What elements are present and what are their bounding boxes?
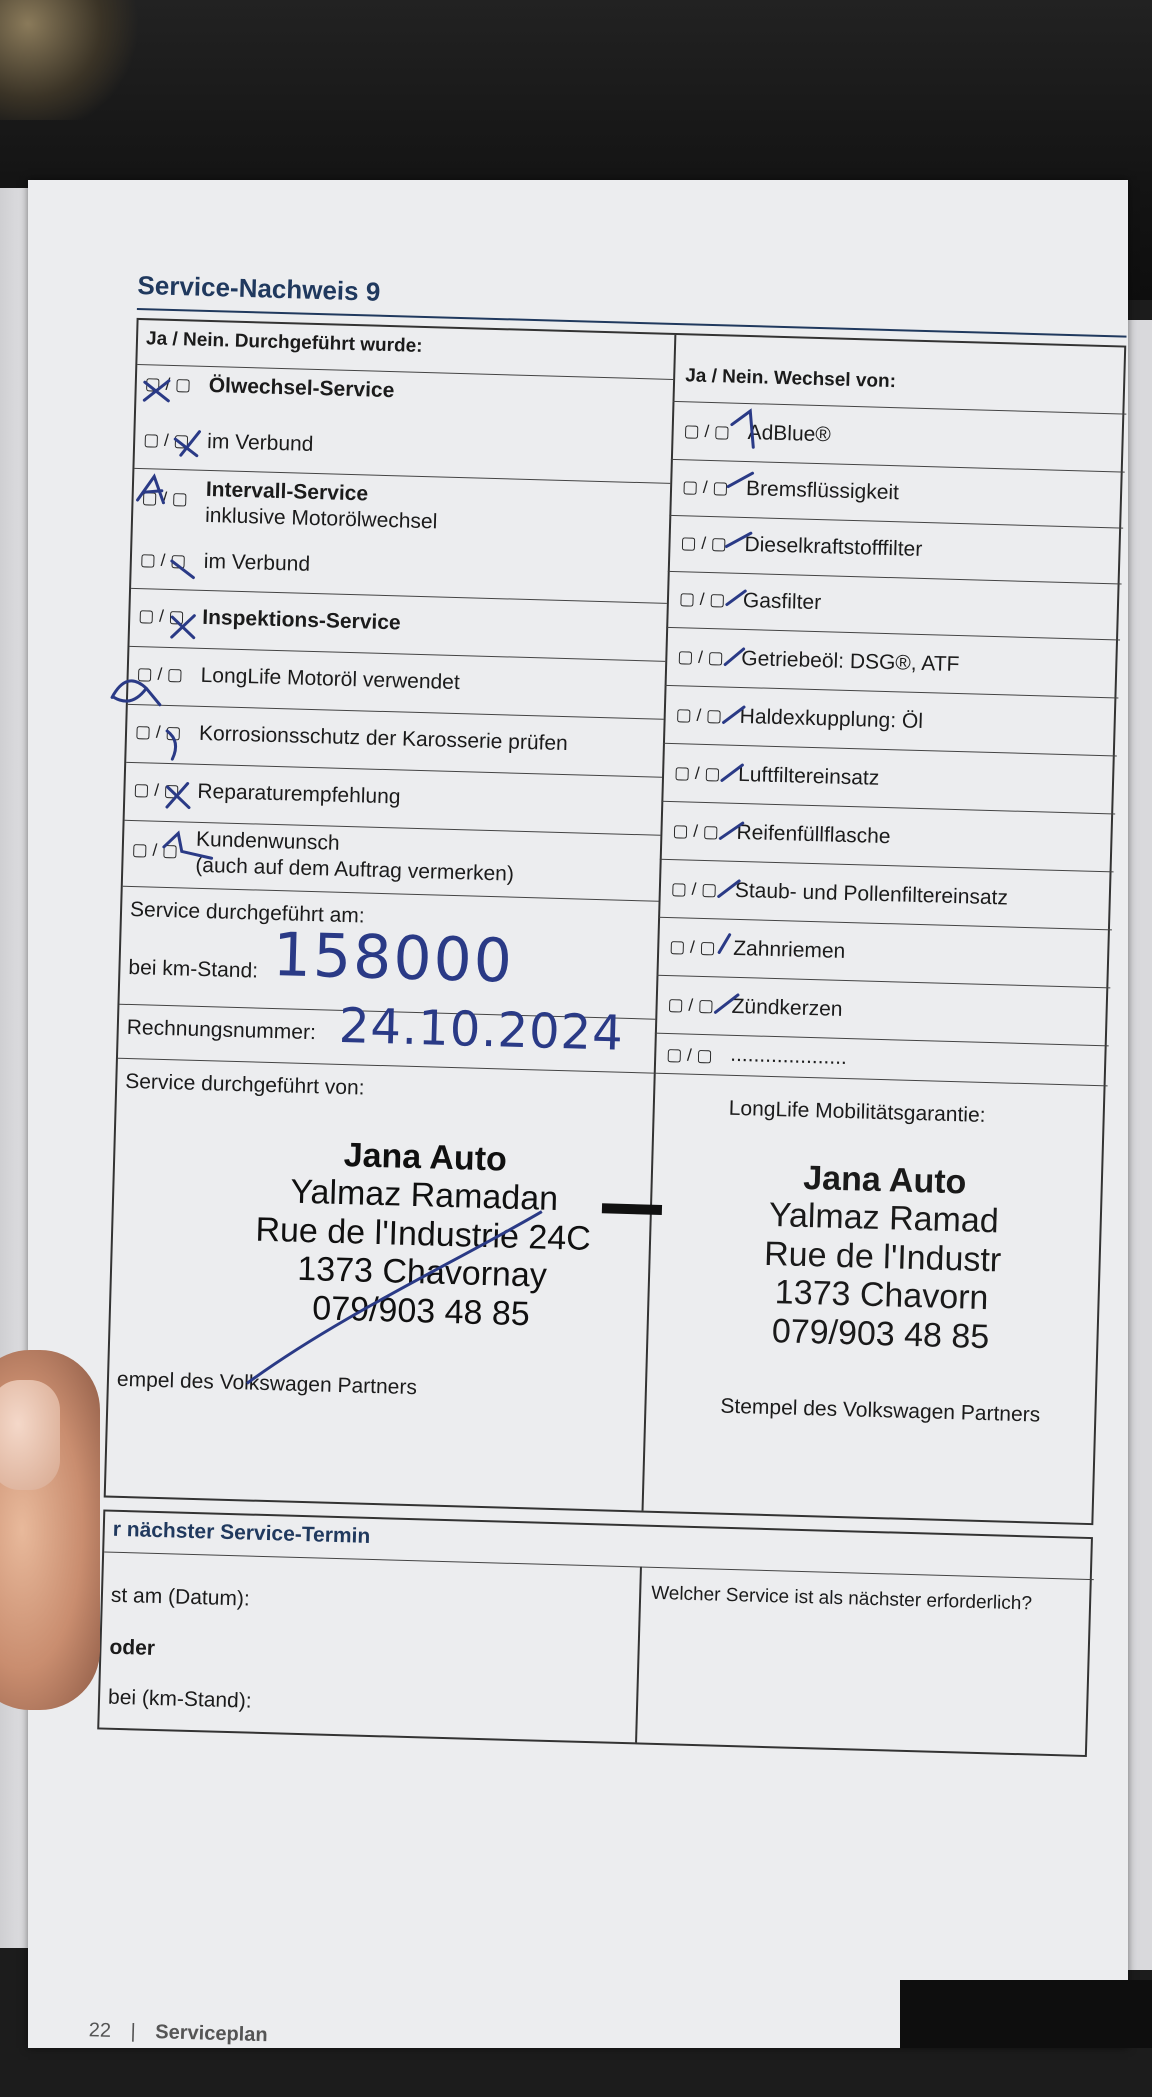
yes-no-checkboxes[interactable]: ▢ / ▢ <box>138 606 185 627</box>
check-mark-diesel <box>726 532 750 547</box>
check-mark-intervall-verbund <box>171 561 193 578</box>
facing-page-edge <box>1128 320 1152 1970</box>
right-item-label: Dieselkraftstofffilter <box>744 533 923 561</box>
check-mark-gasfilter <box>727 591 745 605</box>
yes-no-checkboxes[interactable]: ▢ / ▢ <box>144 374 192 395</box>
yes-no-checkboxes[interactable]: ▢ / ▢ <box>139 550 187 571</box>
item-label: im Verbund <box>206 429 314 456</box>
yes-no-checkboxes[interactable]: ▢ / ▢ <box>673 763 721 784</box>
thumbnail-nail <box>0 1380 60 1490</box>
item-label: Kundenwunsch <box>195 827 340 855</box>
yes-no-checkboxes[interactable]: ▢ / ▢ <box>142 430 190 451</box>
check-marks <box>104 380 755 1013</box>
yes-no-checkboxes[interactable]: ▢ / ▢ <box>667 995 715 1016</box>
yes-no-checkboxes[interactable]: ▢ / ▢ <box>672 821 720 842</box>
right-item-label: Gasfilter <box>742 588 822 615</box>
next-service-question: Welcher Service ist als nächster erforderlich? <box>650 1582 1033 1615</box>
stamp-line: 079/903 48 85 <box>771 1311 990 1356</box>
handwritten-marks <box>32 268 1128 1597</box>
km-label: bei km-Stand: <box>128 955 259 983</box>
check-mark-bremsfluessigkeit <box>728 473 752 488</box>
check-mark-getriebe <box>725 649 743 665</box>
service-record-form <box>18 268 1088 2096</box>
right-column-header: Ja / Nein. Wechsel von: <box>684 365 897 393</box>
right-item-label: Luftfiltereinsatz <box>737 762 880 790</box>
stamp-line: 1373 Chavornay <box>296 1250 548 1295</box>
stamp-caption-right: Stempel des Volkswagen Partners <box>720 1394 1041 1427</box>
column-divider <box>635 1566 642 1742</box>
stamp-line: Yalmaz Ramad <box>768 1196 1000 1241</box>
stamp-line: Yalmaz Ramadan <box>289 1172 559 1219</box>
service-date-label: Service durchgeführt am: <box>129 897 365 928</box>
stamp-line: 1373 Chavorn <box>774 1273 989 1318</box>
invoice-value-handwritten[interactable]: 24.10.2024 <box>338 997 625 1062</box>
right-item-label: .................... <box>729 1042 848 1070</box>
right-item-label: Zahnriemen <box>732 936 846 963</box>
check-mark-haldex <box>724 706 744 723</box>
check-mark-zahnriemen <box>719 934 729 952</box>
right-item-label: Staub- und Pollenfiltereinsatz <box>734 878 1009 910</box>
check-mark-oelwechsel <box>144 380 169 401</box>
km-value-handwritten[interactable]: 158000 <box>271 920 515 997</box>
item-sublabel: inklusive Motorölwechsel <box>204 503 438 534</box>
booklet-page <box>28 180 1128 2048</box>
stamp-line: Rue de l'Industrie 24C <box>255 1210 592 1258</box>
right-item-label: Zündkerzen <box>731 994 843 1021</box>
next-service-box <box>97 1509 1093 1757</box>
yes-no-checkboxes[interactable]: ▢ / ▢ <box>133 780 181 801</box>
background-corner <box>0 0 140 120</box>
item-label: im Verbund <box>203 549 311 576</box>
yes-no-checkboxes[interactable]: ▢ / ▢ <box>675 705 723 726</box>
yes-no-checkboxes[interactable]: ▢ / ▢ <box>134 722 182 743</box>
page-number: 22 <box>88 2019 112 2042</box>
item-label: Ölwechsel-Service <box>208 373 395 403</box>
check-mark-luftfilter <box>722 764 742 781</box>
yes-no-checkboxes[interactable]: ▢ / ▢ <box>131 840 179 861</box>
yes-no-checkboxes[interactable]: ▢ / ▢ <box>681 477 729 498</box>
item-label: Inspektions-Service <box>201 605 401 635</box>
yes-no-checkboxes[interactable]: ▢ / ▢ <box>680 533 728 554</box>
yes-no-checkboxes[interactable]: ▢ / ▢ <box>136 664 184 685</box>
right-item-label: AdBlue® <box>747 421 832 447</box>
check-mark-intervall <box>137 476 164 503</box>
stamp-line: 079/903 48 85 <box>311 1288 531 1333</box>
left-column-header: Ja / Nein. Durchgeführt wurde: <box>145 328 423 357</box>
yes-no-checkboxes[interactable]: ▢ / ▢ <box>683 421 731 442</box>
yes-no-checkboxes[interactable]: ▢ / ▢ <box>678 589 726 610</box>
invoice-label: Rechnungsnummer: <box>126 1015 317 1045</box>
right-item-label: Reifenfüllflasche <box>736 820 891 849</box>
next-service-title: r nächster Service-Termin <box>112 1517 371 1548</box>
yes-no-checkboxes[interactable]: ▢ / ▢ <box>670 879 718 900</box>
stamp-line: Rue de l'Industr <box>763 1234 1002 1280</box>
check-mark-longlife <box>112 680 161 704</box>
stamp-caption-left: empel des Volkswagen Partners <box>116 1367 418 1400</box>
stamp-line: Jana Auto <box>343 1136 508 1179</box>
check-mark-inspektion <box>172 615 195 638</box>
check-mark-kundenwunsch <box>164 833 213 858</box>
yes-no-checkboxes[interactable]: ▢ / ▢ <box>669 937 716 958</box>
check-mark-staubfilter <box>719 880 739 897</box>
check-mark-reparatur <box>167 783 190 808</box>
yes-no-checkboxes[interactable]: ▢ / ▢ <box>666 1045 713 1066</box>
check-mark-oelwechsel-verbund <box>175 431 200 456</box>
right-item-label: Haldexkupplung: Öl <box>739 704 924 734</box>
item-label: Intervall-Service <box>205 477 369 506</box>
item-sublabel: (auch auf dem Auftrag vermerken) <box>195 853 515 886</box>
background-bottom <box>900 1980 1152 2048</box>
signature-stroke <box>247 1204 542 1392</box>
right-item-label: Getriebeöl: DSG®, ATF <box>741 646 960 677</box>
section-name: Serviceplan <box>155 2021 268 2047</box>
check-mark-adblue <box>731 411 754 448</box>
row-rule <box>104 1552 1094 1581</box>
stamp-line: Jana Auto <box>802 1158 967 1202</box>
performed-by-label: Service durchgeführt von: <box>124 1069 365 1100</box>
yes-no-checkboxes[interactable]: ▢ / ▢ <box>677 647 724 668</box>
right-item-label: Bremsflüssigkeit <box>745 477 900 505</box>
next-date-label: st am (Datum): <box>110 1583 251 1611</box>
item-label: Reparaturempfehlung <box>197 779 401 809</box>
footer <box>88 2019 267 2047</box>
check-mark-zuendkerzen <box>715 994 737 1013</box>
footer-divider: | <box>130 2020 137 2043</box>
item-label: Korrosionsschutz der Karosserie prüfen <box>198 721 569 756</box>
or-label: oder <box>109 1635 156 1660</box>
mobility-guarantee-label: LongLife Mobilitätsgarantie: <box>728 1096 986 1127</box>
page-title: Service-Nachweis 9 <box>137 269 381 307</box>
stamp-ink-smudge <box>602 1208 662 1210</box>
yes-no-checkboxes[interactable]: ▢ / ▢ <box>141 488 189 509</box>
check-mark-reifenfuell <box>720 822 742 839</box>
check-mark-korrosion <box>166 731 176 759</box>
next-km-label: bei (km-Stand): <box>107 1685 252 1713</box>
item-label: LongLife Motoröl verwendet <box>200 663 461 695</box>
